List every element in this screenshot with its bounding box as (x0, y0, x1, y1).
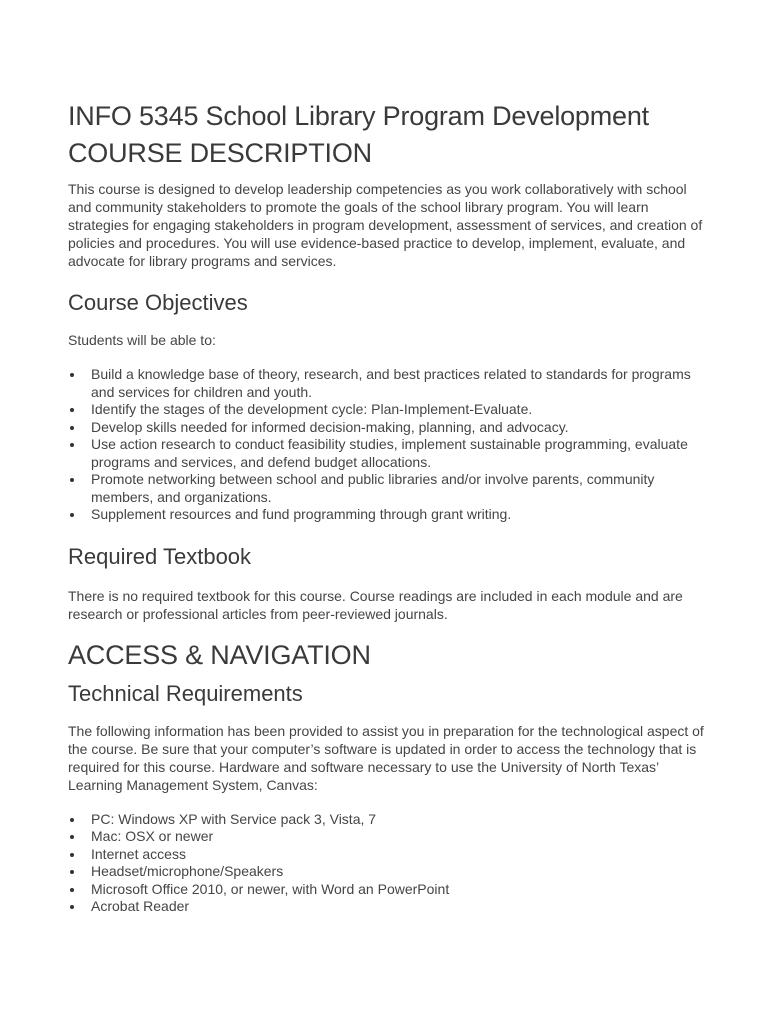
bullet-icon (70, 426, 74, 430)
course-title: INFO 5345 School Library Program Development (68, 101, 649, 131)
list-item-text: Mac: OSX or newer (91, 828, 214, 844)
bullet-icon (70, 818, 74, 822)
objectives-list (68, 366, 708, 524)
list-item (68, 846, 708, 864)
list-item (68, 436, 708, 471)
course-objectives-heading: Course Objectives (68, 290, 248, 315)
technical-requirements-heading: Technical Requirements (68, 680, 303, 706)
technical-requirements-text: The following information has been provided to assist you in preparation for the technological aspect of the course. Be sure that your computer’s software is updated in order to access the technology that is required for this course. Hardware and software necessary to use the University of North Texas’ Learning Management System, Canvas: (68, 722, 704, 793)
bullet-icon (70, 443, 74, 447)
list-item-text: Acrobat Reader (91, 898, 190, 914)
bullet-icon (70, 870, 74, 874)
bullet-icon (70, 373, 74, 377)
bullet-icon (70, 835, 74, 839)
document-page (68, 98, 708, 916)
required-textbook-heading: Required Textbook (68, 543, 252, 569)
technical-requirements-list (68, 811, 708, 916)
list-item-text: Develop skills needed for informed decision-making, planning, and advocacy. (91, 418, 569, 435)
objectives-intro: Students will be able to: (68, 332, 216, 348)
list-item (68, 811, 708, 829)
bullet-icon (70, 888, 74, 892)
list-item (68, 471, 708, 506)
list-item-text: Identify the stages of the development cycle: Plan-Implement-Evaluate. (91, 401, 533, 417)
list-item (68, 366, 708, 401)
list-item (68, 828, 708, 846)
course-description-text: This course is designed to develop leadership competencies as you work collaboratively with school and community stakeholders to promote the goals of the school library program. You will learn strategies for engaging stakeholders in program development, assessment of services, and creation of policies and procedures. You will use evidence-based practice to develop, implement, evaluate, and advocate for library programs and services. (68, 181, 703, 269)
bullet-icon (70, 513, 74, 517)
list-item (68, 506, 708, 524)
list-item (68, 881, 708, 899)
access-navigation-heading: ACCESS & NAVIGATION (68, 639, 371, 670)
bullet-icon (70, 905, 74, 909)
list-item-text: PC: Windows XP with Service pack 3, Vista, 7 (91, 810, 377, 827)
list-item-text: Promote networking between school and public libraries and/or involve parents, community members, and organizations. (91, 471, 655, 505)
required-textbook-text: There is no required textbook for this course. Course readings are included in each module and are research or professional articles from peer-reviewed journals. (68, 587, 683, 622)
course-description-heading: COURSE DESCRIPTION (68, 138, 372, 168)
bullet-icon (70, 408, 74, 412)
list-item (68, 419, 708, 437)
list-item (68, 898, 708, 916)
list-item (68, 863, 708, 881)
list-item (68, 401, 708, 419)
bullet-icon (70, 853, 74, 857)
list-item-text: Use action research to conduct feasibility studies, implement sustainable programming, evaluate programs and services, and defend budget allocations. (91, 436, 688, 470)
list-item-text: Build a knowledge base of theory, research, and best practices related to standards for programs and services for children and youth. (91, 366, 691, 400)
list-item-text: Supplement resources and fund programming through grant writing. (91, 506, 512, 522)
list-item-text: Internet access (91, 845, 186, 862)
list-item-text: Microsoft Office 2010, or newer, with Word an PowerPoint (91, 880, 450, 897)
bullet-icon (70, 478, 74, 482)
list-item-text: Headset/microphone/Speakers (91, 863, 284, 879)
